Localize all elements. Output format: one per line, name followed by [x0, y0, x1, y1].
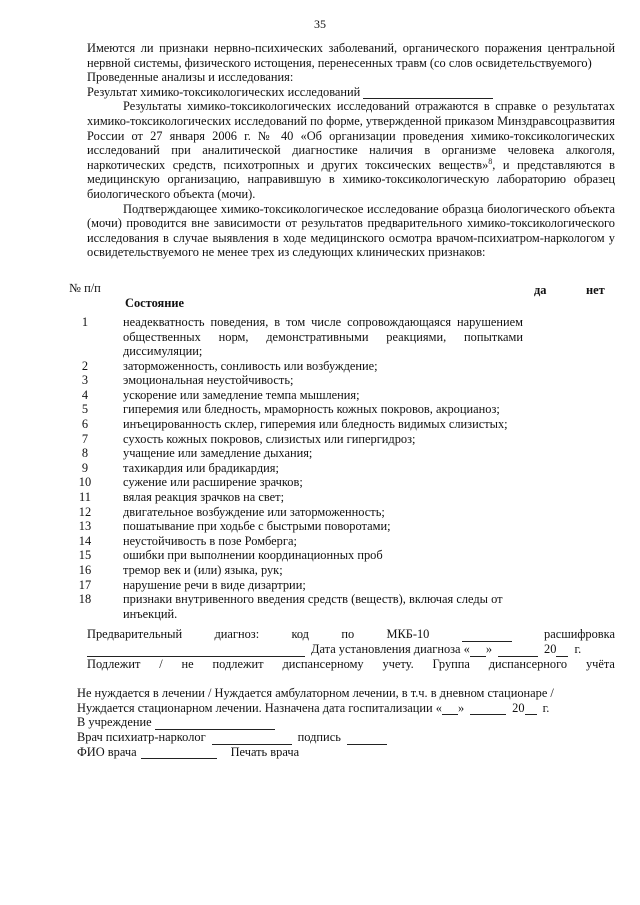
- row-state: двигательное возбуждение или заторможенность;: [123, 504, 385, 519]
- header-yes: да: [534, 282, 547, 297]
- hospital-day-field[interactable]: [442, 714, 458, 715]
- table-row: [81, 402, 615, 417]
- row-number: 16: [78, 563, 92, 577]
- table-row: [81, 373, 615, 388]
- row-number: 3: [81, 373, 89, 388]
- disp-word-4: подлежит: [212, 656, 264, 671]
- row-state: признаки внутривенного введения средств (веществ), включая следы от инъекций.: [123, 592, 503, 621]
- disp-word-7: Группа: [432, 656, 470, 671]
- treatment-year-label: 20: [512, 700, 525, 715]
- table-row: [78, 504, 615, 520]
- doctor-label: Врач психиатр-нарколог: [77, 729, 206, 744]
- page-number: 35: [314, 17, 326, 31]
- header-state: Состояние: [125, 295, 185, 310]
- table-row: [78, 519, 615, 534]
- row-number: 11: [79, 490, 91, 505]
- signs-table: [69, 279, 615, 621]
- diagnosis-day-field[interactable]: [470, 656, 486, 657]
- row-number: 18: [78, 592, 92, 607]
- chemtox-paragraph-tail: , и представляются в медицинскую организацию, направившую в химико-токсикологическую лабораторию образец биологического объекта (мочи).: [87, 157, 615, 201]
- table-row: [81, 446, 615, 461]
- mkb-code-field[interactable]: [462, 627, 512, 642]
- diagnosis-line: [87, 627, 615, 642]
- table-row: [81, 387, 615, 403]
- neuro-question: Имеются ли признаки нервно-психических заболеваний, органического поражения центральной нервной системы, физического истощения, перенесенных травм (со слов освидетельствуемого): [87, 41, 615, 70]
- row-state: гиперемия или бледность, мраморность кожных покровов, акроцианоз;: [123, 402, 500, 417]
- row-state: неадекватность поведения, в том числе сопровождающаяся нарушением общественных норм, демонстративными реакциями, попытками диссимуляции;: [123, 314, 523, 359]
- row-number: 9: [81, 460, 89, 475]
- diagnosis-date-quote: »: [485, 641, 493, 656]
- row-number: 12: [78, 504, 92, 519]
- diagnosis-year-label: 20: [544, 641, 557, 656]
- confirm-paragraph: Подтверждающее химико-токсикологическое исследование образца биологического объекта (мочи) проводится вне зависимости от результатов предварительного химико-токсикологического исследования в случае выявления в ходе медицинского осмотра врачом-психиатром-наркологом у освидетельствуемого не менее трех из следующих клинических признаков:: [87, 201, 615, 260]
- row-number: 2: [81, 358, 89, 373]
- row-number: 8: [81, 446, 89, 461]
- disp-word-2: /: [159, 656, 163, 671]
- row-state: инъецированность склер, гиперемия или бледность видимых слизистых;: [123, 417, 508, 432]
- dispensary-line: [87, 657, 615, 672]
- table-row: [81, 358, 615, 374]
- row-number: 17: [78, 577, 92, 592]
- diag-word-6: расшифровка: [544, 627, 615, 642]
- treatment-g-label: г.: [542, 700, 550, 715]
- row-number: 15: [78, 548, 92, 563]
- row-state: тахикардия или брадикардия;: [123, 460, 279, 475]
- row-state: эмоциональная неустойчивость;: [123, 373, 294, 388]
- chemtox-paragraph: [87, 99, 615, 201]
- row-state: ускорение или замедление темпа мышления;: [123, 387, 360, 402]
- treatment-quote: »: [457, 700, 465, 715]
- disp-word-1: Подлежит: [87, 656, 141, 671]
- chemtox-result-line: [87, 85, 615, 100]
- row-state: тремор век и (или) языка, рук;: [123, 563, 283, 577]
- disp-word-3: не: [181, 656, 194, 671]
- disp-word-8: диспансерного: [488, 656, 568, 671]
- hospital-month-field[interactable]: [470, 714, 506, 715]
- row-number: 7: [81, 431, 89, 446]
- analyses-heading: Проведенные анализы и исследования:: [87, 70, 294, 85]
- chemtox-result-label: Результат химико-токсикологических исследований: [87, 84, 361, 99]
- diagnosis-date-line: [87, 642, 615, 657]
- diagnosis-section: [77, 627, 615, 759]
- row-state: вялая реакция зрачков на свет;: [123, 490, 285, 505]
- disp-word-5: диспансерному: [282, 656, 364, 671]
- stamp-label: Печать врача: [230, 744, 300, 759]
- table-header: [69, 279, 615, 315]
- row-state: сужение или расширение зрачков;: [123, 475, 303, 490]
- row-state: сухость кожных покровов, слизистых или гипергидроз;: [123, 431, 416, 446]
- table-row: [78, 577, 615, 593]
- row-state: нарушение речи в виде дизартрии;: [123, 577, 306, 592]
- table-row: [78, 548, 615, 563]
- chemtox-paragraph-text: Результаты химико-токсикологических исследований отражаются в справке о результатах химико-токсикологических исследований по форме, утвержденной приказом Минздравсоцразвития России от 27 января 2006 г. № 40 «Об организации проведения химико-токсикологических исследований при аналитической диагностике наличия в организме человека алкоголя, наркотических средств, психотропных и других токсических веществ»: [87, 99, 615, 172]
- doctor-line: [77, 730, 615, 745]
- row-state: заторможенность, сонливость или возбуждение;: [123, 358, 378, 373]
- table-row: [79, 490, 615, 505]
- table-row: [81, 417, 615, 432]
- row-state: неустойчивость в позе Ромберга;: [123, 533, 297, 548]
- row-number: 6: [81, 417, 89, 432]
- table-row: [81, 314, 615, 359]
- row-state: учащение или замедление дыхания;: [123, 446, 313, 461]
- footnote-mark: 8: [488, 156, 493, 166]
- row-number: 4: [81, 387, 89, 402]
- disp-word-6: учету.: [382, 656, 414, 671]
- hospital-year-field[interactable]: [525, 714, 537, 715]
- diag-word-3: код: [291, 627, 309, 642]
- row-number: 14: [78, 533, 92, 548]
- fio-label: ФИО врача: [77, 744, 137, 759]
- header-num: № п/п: [69, 280, 101, 295]
- signature-label: подпись: [297, 729, 341, 744]
- document-body: [69, 41, 615, 759]
- table-row: [81, 460, 615, 476]
- treatment-line-2: [77, 701, 617, 716]
- diagnosis-g-label: г.: [574, 641, 582, 656]
- table-row: [78, 533, 615, 549]
- fio-field[interactable]: [141, 745, 217, 760]
- table-row: [78, 475, 615, 490]
- treatment-line-1: Не нуждается в лечении / Нуждается амбулаторном лечении, в т.ч. в дневном стационаре /: [77, 686, 554, 701]
- diag-word-5: МКБ-10: [386, 627, 430, 642]
- row-number: 13: [78, 519, 92, 534]
- diag-word-4: по: [341, 627, 355, 642]
- header-no: нет: [586, 282, 605, 297]
- table-row: [78, 563, 615, 578]
- diagnosis-date-label: Дата установления диагноза «: [311, 641, 470, 656]
- row-state: пошатывание при ходьбе с быстрыми поворотами;: [123, 519, 391, 534]
- fio-line: [77, 745, 615, 760]
- diag-word-1: Предварительный: [87, 627, 183, 642]
- institution-line: [77, 715, 615, 730]
- table-row: [81, 431, 615, 447]
- institution-label: В учреждение: [77, 715, 152, 730]
- row-number: 5: [81, 402, 89, 417]
- table-body: [78, 314, 615, 621]
- row-number: 10: [78, 475, 92, 490]
- table-row: [78, 592, 615, 621]
- diag-word-2: диагноз:: [214, 627, 260, 642]
- treatment-text: Нуждается стационарном лечении. Назначена дата госпитализации «: [77, 700, 442, 715]
- row-number: 1: [81, 314, 89, 329]
- disp-word-9: учёта: [585, 656, 615, 671]
- row-state: ошибки при выполнении координационных проб: [123, 548, 383, 563]
- signature-field[interactable]: [347, 744, 387, 745]
